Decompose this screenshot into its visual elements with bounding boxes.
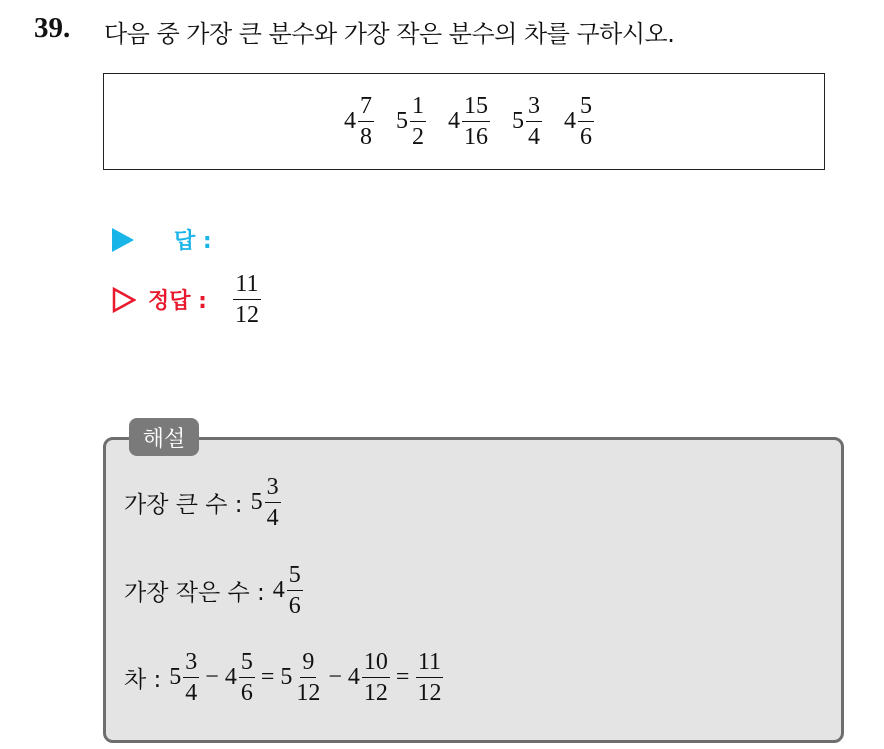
numerator: 5 — [239, 650, 255, 678]
largest-label: 가장 큰 수 : — [124, 492, 243, 518]
numerator: 3 — [526, 94, 542, 122]
denominator: 6 — [240, 680, 253, 706]
whole-part: 5 — [169, 664, 182, 690]
minus-sign: − — [328, 664, 342, 690]
numerator: 11 — [416, 650, 443, 678]
fraction — [233, 272, 261, 327]
answer-label: 답 : — [174, 229, 212, 254]
fraction — [526, 94, 542, 149]
denominator: 8 — [360, 124, 372, 150]
fraction — [239, 650, 255, 705]
denominator: 4 — [185, 680, 198, 706]
mixed-number — [225, 650, 255, 705]
mixed-number — [169, 650, 199, 705]
difference-label: 차 : — [124, 667, 162, 693]
fraction — [287, 563, 303, 618]
numerator: 5 — [578, 94, 594, 122]
mixed-number — [348, 650, 390, 705]
fraction — [294, 650, 322, 705]
correct-answer-row — [112, 272, 261, 327]
fraction — [415, 650, 443, 705]
denominator: 12 — [363, 680, 388, 706]
whole-part: 5 — [396, 108, 408, 134]
whole-part: 5 — [280, 664, 293, 690]
mixed-number — [251, 475, 281, 530]
mixed-number — [448, 94, 490, 149]
numerator: 3 — [183, 650, 199, 678]
difference-line — [124, 650, 443, 705]
numerator: 7 — [358, 94, 374, 122]
fraction — [462, 94, 490, 149]
equals-sign: = — [395, 664, 410, 690]
result-fraction — [415, 650, 443, 705]
answer-row — [112, 224, 212, 255]
whole-part: 4 — [272, 577, 285, 603]
mixed-number — [280, 650, 322, 705]
fraction — [358, 94, 374, 149]
mixed-number — [564, 94, 594, 149]
correct-answer-value — [233, 272, 261, 327]
numerator: 5 — [287, 563, 303, 591]
whole-part: 5 — [512, 108, 524, 134]
whole-part: 4 — [224, 664, 237, 690]
mixed-number — [512, 94, 542, 149]
numerator: 9 — [300, 650, 316, 678]
numerator: 3 — [265, 475, 281, 503]
mixed-number — [273, 563, 303, 618]
whole-part: 5 — [250, 489, 263, 515]
denominator: 6 — [580, 124, 592, 150]
denominator: 4 — [266, 505, 279, 531]
play-arrow-icon — [112, 228, 134, 252]
largest-number-line — [124, 475, 281, 530]
denominator: 12 — [417, 680, 442, 706]
smallest-number-line — [124, 563, 303, 618]
denominator: 2 — [412, 124, 424, 150]
fraction — [183, 650, 199, 705]
denominator: 6 — [288, 593, 301, 619]
whole-part: 4 — [448, 108, 460, 134]
mixed-number — [344, 94, 374, 149]
question-number: 39. — [34, 12, 71, 44]
question-text: 다음 중 가장 큰 분수와 가장 작은 분수의 차를 구하시오. — [104, 20, 675, 48]
denominator: 4 — [528, 124, 540, 150]
numerator: 11 — [233, 272, 260, 300]
fraction — [265, 475, 281, 530]
solution-tag: 해설 — [129, 418, 199, 456]
whole-part: 4 — [344, 108, 356, 134]
smallest-label: 가장 작은 수 : — [124, 580, 265, 606]
fraction — [578, 94, 594, 149]
numerator: 1 — [410, 94, 426, 122]
denominator: 12 — [296, 680, 321, 706]
whole-part: 4 — [564, 108, 576, 134]
fraction — [362, 650, 390, 705]
correct-answer-label: 정답 : — [148, 289, 207, 314]
minus-sign: − — [205, 664, 219, 690]
fraction — [410, 94, 426, 149]
numerator: 15 — [462, 94, 490, 122]
outline-arrow-icon — [112, 287, 136, 313]
mixed-number — [396, 94, 426, 149]
equals-sign: = — [260, 664, 275, 690]
denominator: 16 — [464, 124, 488, 150]
fraction-box — [103, 73, 825, 170]
denominator: 12 — [234, 302, 259, 328]
whole-part: 4 — [347, 664, 360, 690]
numerator: 10 — [362, 650, 390, 678]
